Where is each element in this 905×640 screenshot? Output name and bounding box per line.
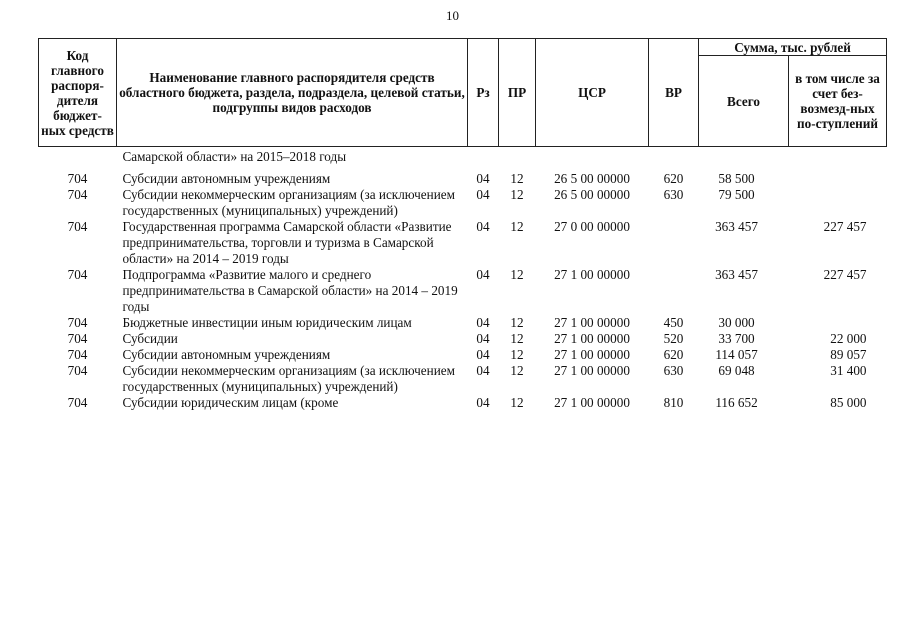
table-row <box>39 187 887 219</box>
cell-free <box>789 315 887 331</box>
cell-vr <box>649 267 699 315</box>
continuation-text: Самарской области» на 2015–2018 годы <box>122 149 347 164</box>
cell-name: Субсидии некоммерческим организациям (за исключением государственных (муниципальных) учреждений) <box>122 363 455 394</box>
header-pr: ПР <box>499 39 536 147</box>
cell-code: 704 <box>67 267 88 282</box>
table-row <box>39 315 887 331</box>
cell-csr: 27 1 00 00000 <box>554 363 630 378</box>
cell-total: 363 457 <box>715 267 758 282</box>
cell-name: Субсидии автономным учреждениям <box>122 347 331 362</box>
table-row <box>39 171 887 187</box>
cell-csr: 27 0 00 00000 <box>554 219 630 234</box>
cell-free <box>789 171 887 187</box>
cell-total: 114 057 <box>715 347 758 362</box>
header-total: Всего <box>699 56 789 147</box>
cell-name: Субсидии некоммерческим организациям (за исключением государственных (муниципальных) учреждений) <box>122 187 455 218</box>
cell-pr: 12 <box>510 219 524 234</box>
cell-rz: 04 <box>476 347 490 362</box>
cell-rz: 04 <box>476 315 490 330</box>
header-vr: ВР <box>649 39 699 147</box>
cell-pr: 12 <box>510 171 524 186</box>
budget-table <box>38 38 887 411</box>
cell-csr: 26 5 00 00000 <box>554 187 630 202</box>
cell-csr: 27 1 00 00000 <box>554 267 630 282</box>
table-row <box>39 331 887 347</box>
cell-csr: 27 1 00 00000 <box>554 315 630 330</box>
cell-rz: 04 <box>476 219 490 234</box>
cell-name: Субсидии юридическим лицам (кроме <box>122 395 339 410</box>
cell-total: 33 700 <box>718 331 755 346</box>
cell-pr: 12 <box>510 331 524 346</box>
cell-free: 31 400 <box>830 363 867 378</box>
cell-vr: 620 <box>663 171 684 186</box>
table-row <box>39 267 887 315</box>
cell-total: 30 000 <box>718 315 755 330</box>
cell-code: 704 <box>67 395 88 410</box>
cell-name: Бюджетные инвестиции иным юридическим лицам <box>122 315 412 330</box>
page-number: 10 <box>446 8 459 23</box>
header-name: Наименование главного распорядителя средств областного бюджета, раздела, подраздела, целевой статьи, подгруппы видов расходов <box>117 39 468 147</box>
table-row <box>39 395 887 411</box>
header-csr: ЦСР <box>536 39 649 147</box>
cell-free: 227 457 <box>823 219 867 234</box>
table-row <box>39 363 887 395</box>
cell-total: 58 500 <box>718 171 755 186</box>
cell-csr: 27 1 00 00000 <box>554 347 630 362</box>
cell-total: 79 500 <box>718 187 755 202</box>
header-sum: Сумма, тыс. рублей <box>699 39 887 56</box>
cell-name: Государственная программа Самарской области «Развитие предпринимательства, торговли и туризма в Самарской области» на 2014 – 2019 годы <box>122 219 452 266</box>
cell-free <box>789 187 887 219</box>
cell-total: 363 457 <box>715 219 758 234</box>
cell-rz: 04 <box>476 331 490 346</box>
cell-vr <box>649 219 699 267</box>
header-rz: Рз <box>468 39 499 147</box>
cell-pr: 12 <box>510 187 524 202</box>
cell-code: 704 <box>67 347 88 362</box>
cell-vr: 810 <box>663 395 684 410</box>
cell-pr: 12 <box>510 315 524 330</box>
header-free: в том числе за счет без-возмезд-ных по-ступлений <box>789 56 887 147</box>
cell-vr: 630 <box>663 187 684 202</box>
cell-code: 704 <box>67 187 88 202</box>
table-header <box>39 39 887 147</box>
cell-name: Подпрограмма «Развитие малого и среднего предпринимательства в Самарской области» на 2014 – 2019 годы <box>122 267 458 314</box>
cell-pr: 12 <box>510 395 524 410</box>
cell-free: 227 457 <box>823 267 867 282</box>
cell-vr: 630 <box>663 363 684 378</box>
cell-code: 704 <box>67 331 88 346</box>
header-code: Код главного распоря-дителя бюджет-ных средств <box>39 39 117 147</box>
cell-free: 89 057 <box>830 347 867 362</box>
cell-free: 85 000 <box>830 395 867 410</box>
cell-csr: 27 1 00 00000 <box>554 331 630 346</box>
cell-csr: 27 1 00 00000 <box>554 395 630 410</box>
cell-total: 116 652 <box>715 395 758 410</box>
table-body <box>39 147 887 412</box>
cell-pr: 12 <box>510 363 524 378</box>
cell-pr: 12 <box>510 347 524 362</box>
table-row <box>39 347 887 363</box>
cell-pr: 12 <box>510 267 524 282</box>
cell-csr: 26 5 00 00000 <box>554 171 630 186</box>
cell-rz: 04 <box>476 395 490 410</box>
cell-code: 704 <box>67 171 88 186</box>
cell-total: 69 048 <box>718 363 755 378</box>
cell-name: Субсидии автономным учреждениям <box>122 171 331 186</box>
cell-rz: 04 <box>476 363 490 378</box>
cell-rz: 04 <box>476 187 490 202</box>
cell-vr: 520 <box>663 331 684 346</box>
cell-vr: 450 <box>663 315 684 330</box>
cell-code: 704 <box>67 219 88 234</box>
cell-code: 704 <box>67 315 88 330</box>
cell-free: 22 000 <box>830 331 867 346</box>
cell-code: 704 <box>67 363 88 378</box>
cell-name: Субсидии <box>122 331 178 346</box>
cell-rz: 04 <box>476 171 490 186</box>
table-row <box>39 219 887 267</box>
cell-rz: 04 <box>476 267 490 282</box>
cell-vr: 620 <box>663 347 684 362</box>
